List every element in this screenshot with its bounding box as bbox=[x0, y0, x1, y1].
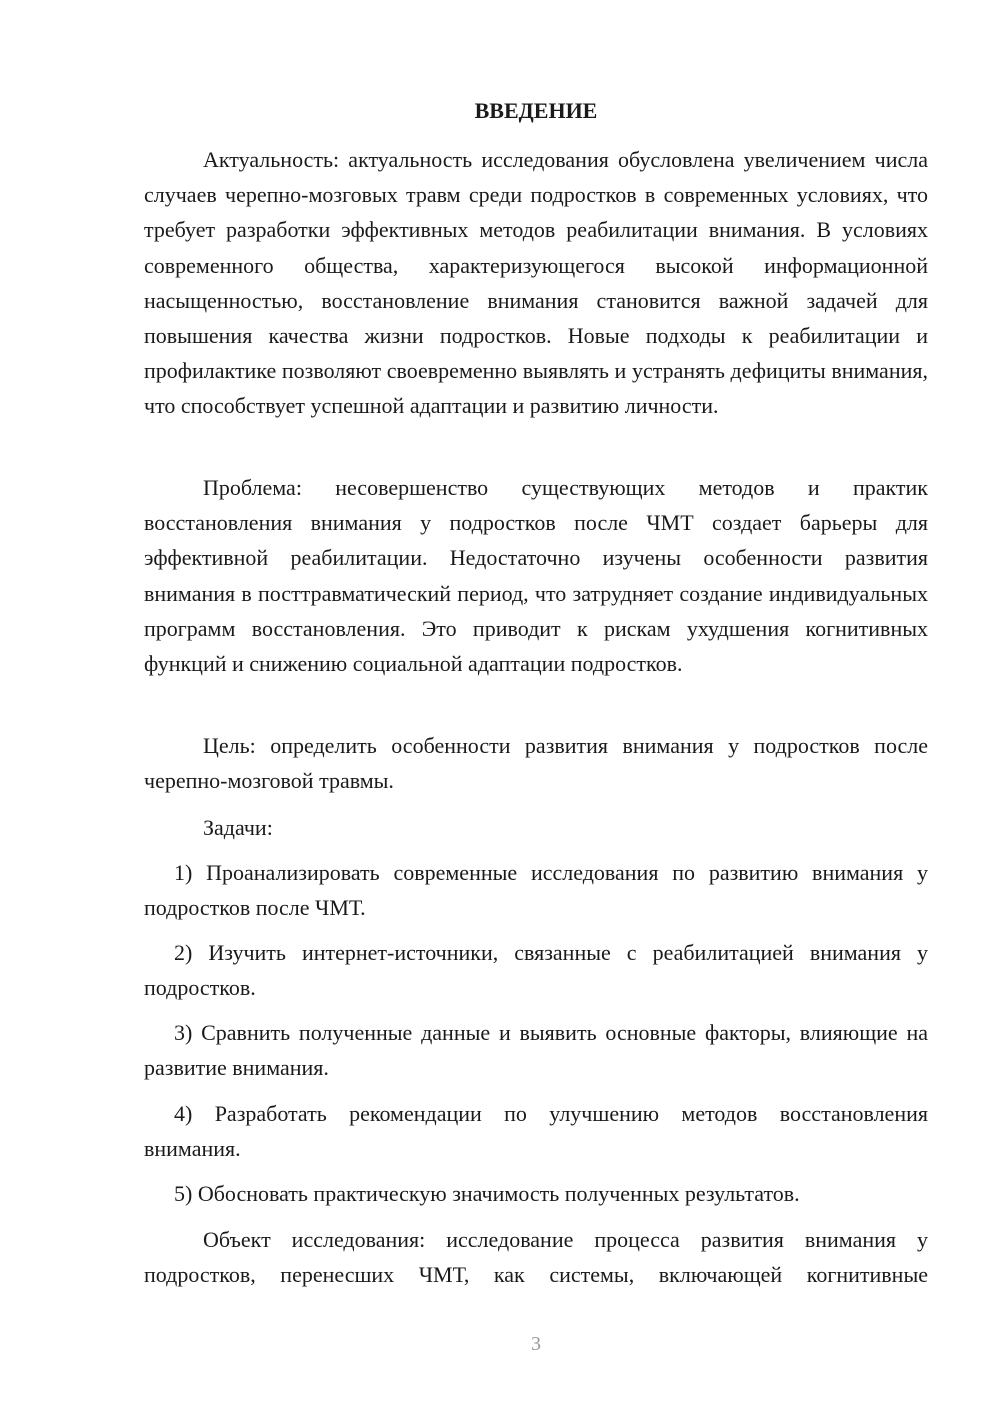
task-item: 3) Сравнить полученные данные и выявить основные факторы, влияющие на развитие внимания. bbox=[144, 1020, 928, 1081]
paragraph-tasks-heading: Задачи: bbox=[203, 815, 273, 840]
page-number: 3 bbox=[531, 1333, 541, 1355]
paragraph-relevance: Актуальность: актуальность исследования обусловлена увеличением числа случаев черепно-мозговых травм среди подростков в современных условиях, что требует разработки эффективных методов реабилитации внимания. В условиях современного общества, характеризующегося высокой информационной насыщенностью, восстановление внимания становится важной задачей для повышения качества жизни подростков. Новые подходы к реабилитации и профилактике позволяют своевременно выявлять и устранять дефициты внимания, что способствует успешной адаптации и развитию личности. bbox=[144, 147, 928, 419]
task-item: 2) Изучить интернет-источники, связанные с реабилитацией внимания у подростков. bbox=[144, 940, 928, 1001]
task-item: 4) Разработать рекомендации по улучшению методов восстановления внимания. bbox=[144, 1101, 928, 1162]
task-item: 5) Обосновать практическую значимость полученных результатов. bbox=[174, 1181, 800, 1206]
section-title: ВВЕДЕНИЕ bbox=[474, 98, 598, 123]
paragraph-object: Объект исследования: исследование процесса развития внимания у подростков, перенесших ЧМТ, как системы, включающей когнитивные bbox=[144, 1227, 928, 1288]
paragraph-goal: Цель: определить особенности развития внимания у подростков после черепно-мозговой травмы. bbox=[144, 733, 928, 794]
paragraph-problem: Проблема: несовершенство существующих методов и практик восстановления внимания у подростков после ЧМТ создает барьеры для эффективной реабилитации. Недостаточно изучены особенности развития внимания в посттравматический период, что затрудняет создание индивидуальных программ восстановления. Это приводит к рискам ухудшения когнитивных функций и снижению социальной адаптации подростков. bbox=[144, 475, 928, 677]
task-item: 1) Проанализировать современные исследования по развитию внимания у подростков после ЧМТ. bbox=[144, 860, 928, 921]
